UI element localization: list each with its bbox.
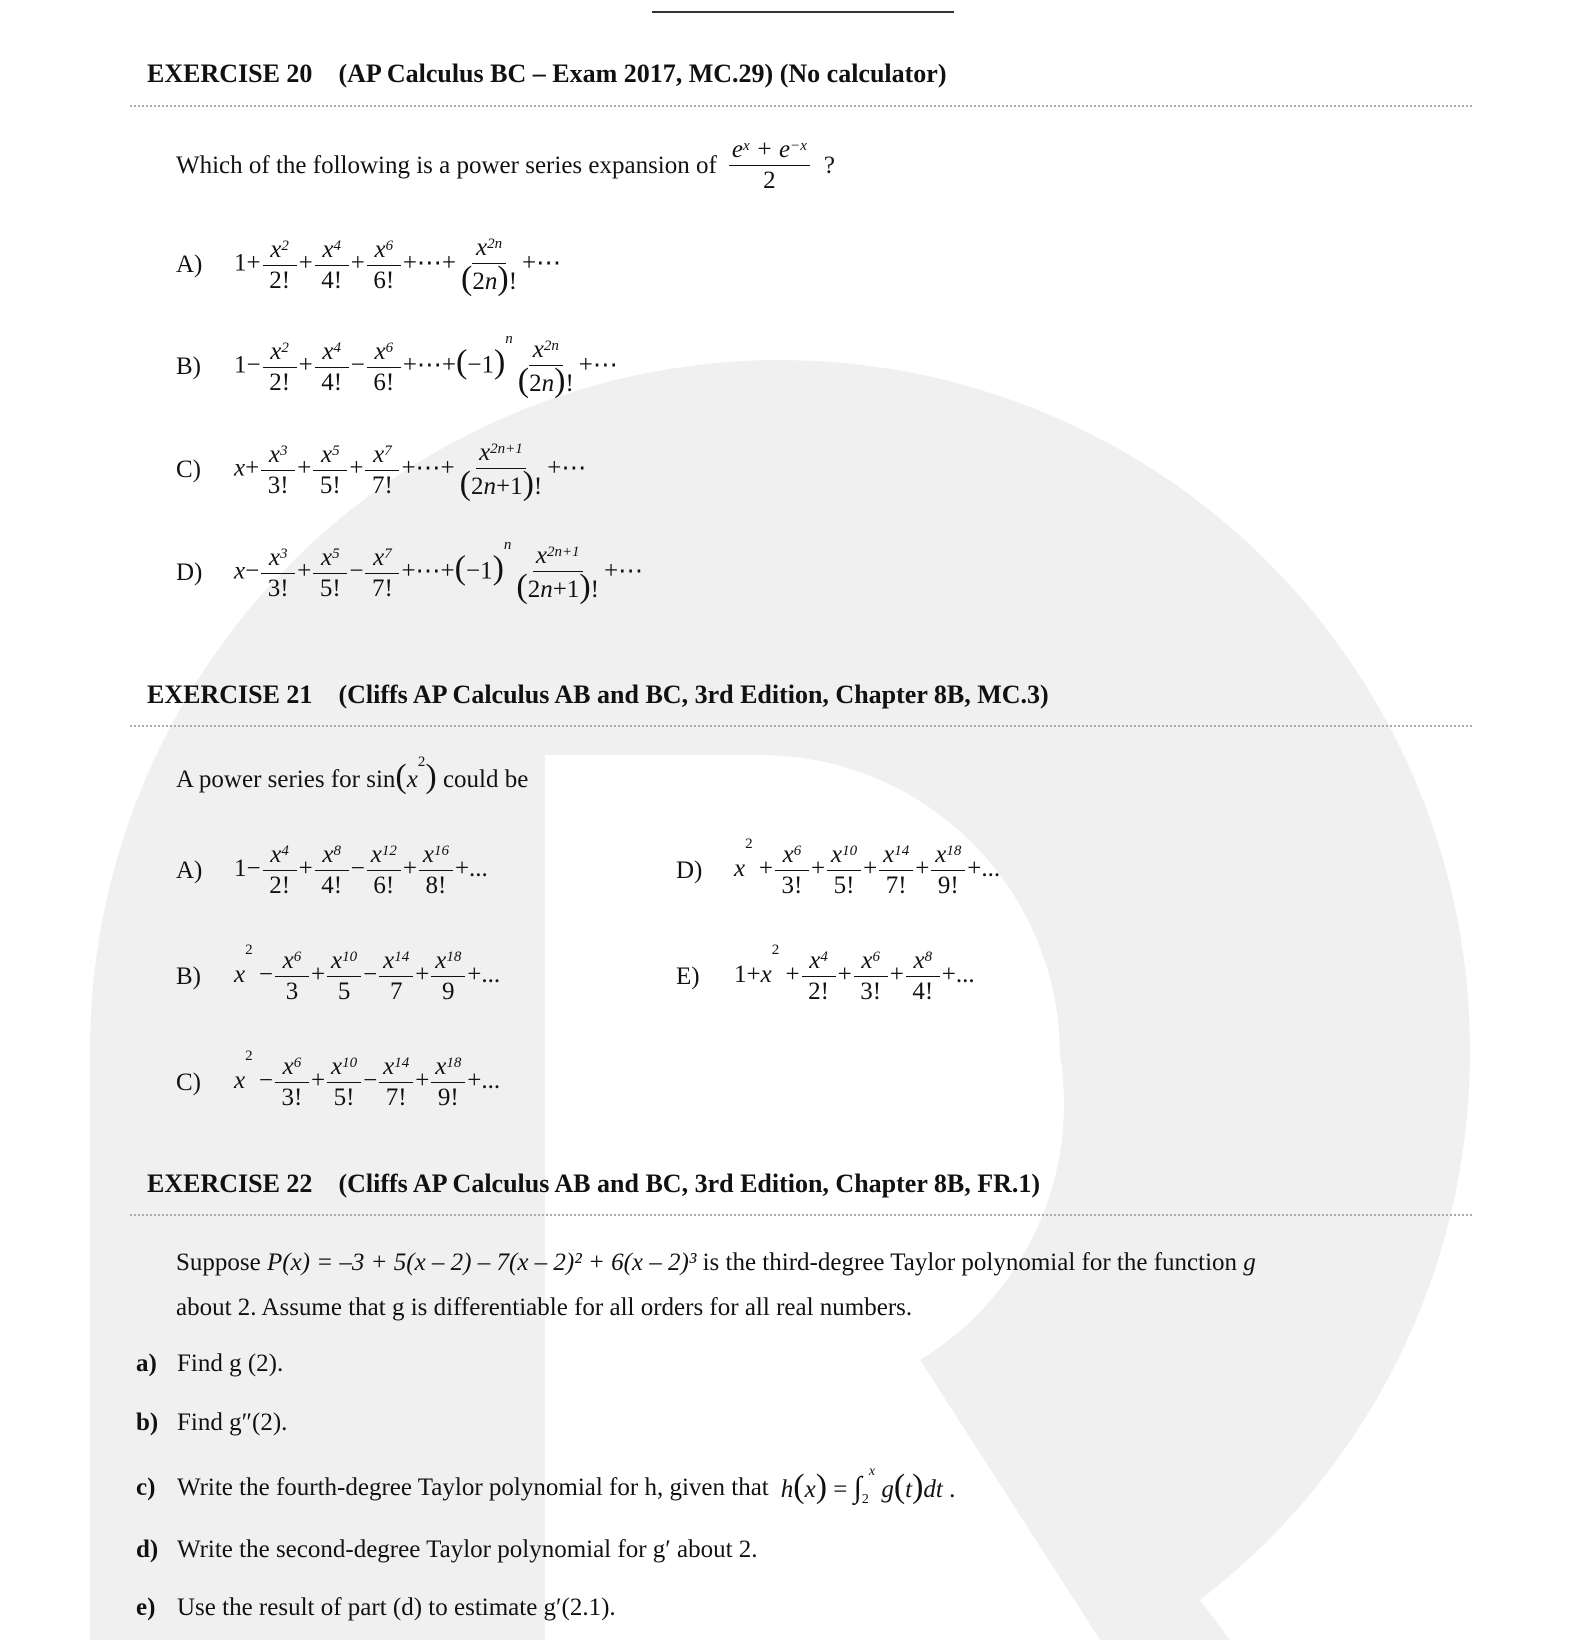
exercise-source: (Cliffs AP Calculus AB and BC, 3rd Edition, Chapter 8B, MC.3) (338, 680, 1049, 709)
choice-label: E) (676, 962, 700, 990)
prompt-text: is the third-degree Taylor polynomial for the function (702, 1249, 1238, 1276)
dotted-divider (130, 1214, 1472, 1216)
prompt-text: Suppose (176, 1249, 261, 1276)
ex21-choice-c[interactable] (176, 1048, 501, 1113)
dotted-divider (130, 105, 1472, 107)
sin-expression: $\sin(x^2)$ (366, 754, 437, 795)
ex20-choice-b[interactable] (176, 331, 618, 399)
dotted-divider (130, 725, 1472, 727)
part-label: e) (136, 1594, 156, 1621)
part-e (136, 1594, 616, 1622)
choice-expression: 1+ $\frac{x^2}{2!}$ + $\frac{x^4}{4!}$ + $\frac{x^6}{6!}$ +⋯+ $\frac{x^{2n}}{(2n)!}$ +⋯ (234, 234, 562, 297)
part-text: Write the second-degree Taylor polynomial for g′ about 2. (177, 1536, 758, 1563)
taylor-polynomial: P(x) = –3 + 5(x – 2) – 7(x – 2)² + 6(x – 2)³ (266, 1249, 697, 1276)
question-text: A power series for (176, 766, 360, 793)
part-text: Find g (2). (177, 1350, 284, 1377)
exercise-21-heading (147, 680, 1049, 710)
choice-label: C) (176, 456, 201, 483)
choice-expression: $1+x^2$ + $\frac{x^4}{2!}$ + $\frac{x^6}{3!}$ + $\frac{x^8}{4!}$ +... (734, 942, 975, 1005)
exercise-22-heading (147, 1169, 1040, 1199)
ex21-choice-b[interactable] (176, 942, 501, 1007)
part-c (136, 1464, 956, 1508)
exercise-number: EXERCISE 22 (147, 1169, 313, 1198)
ex20-choice-a[interactable] (176, 233, 561, 297)
part-text: Use the result of part (d) to estimate g′(2.1). (177, 1594, 616, 1621)
part-text: Write the fourth-degree Taylor polynomial for h, given that (177, 1474, 769, 1501)
part-label: a) (136, 1350, 157, 1377)
choice-expression: x− $\frac{x^3}{3!}$ + $\frac{x^5}{5!}$ − $\frac{x^7}{7!}$ $+\cdots+(-1)^n$ $\frac{x^{2n+1}}{(2n+1)!}$ +⋯ (234, 537, 644, 605)
exercise-22-prompt (176, 1240, 1406, 1330)
question-mark: ? (823, 151, 835, 179)
prompt-text: about 2. Assume that g is differentiable for all orders for all real numbers. (176, 1294, 913, 1321)
choice-label: C) (176, 1068, 201, 1096)
choice-label: A) (176, 251, 203, 278)
part-label: d) (136, 1536, 159, 1563)
ex20-choice-d[interactable] (176, 537, 644, 605)
choice-label: B) (176, 353, 201, 380)
part-label: b) (136, 1409, 159, 1436)
exercise-20-question (176, 135, 835, 196)
choice-label: B) (176, 962, 201, 990)
exercise-source: (Cliffs AP Calculus AB and BC, 3rd Edition, Chapter 8B, FR.1) (338, 1169, 1041, 1198)
exercise-20-heading (147, 59, 947, 89)
exercise-number: EXERCISE 20 (147, 59, 313, 88)
choice-expression: 1− $\frac{x^2}{2!}$ + $\frac{x^4}{4!}$ − $\frac{x^6}{6!}$ $+\cdots+(-1)^n$ $\frac{x^{2n}}{(2n)!}$ +⋯ (234, 331, 618, 399)
fraction-denominator: 2 (763, 167, 776, 194)
choice-expression: x+ $\frac{x^3}{3!}$ + $\frac{x^5}{5!}$ + $\frac{x^7}{7!}$ +⋯+ $\frac{x^{2n+1}}{(2n+1)!}$ +⋯ (234, 439, 587, 502)
function-g: g (1243, 1249, 1256, 1276)
part-text: Find g″(2). (177, 1409, 288, 1436)
exercise-21-question (176, 754, 529, 796)
part-d (136, 1536, 758, 1564)
choice-label: D) (176, 559, 203, 586)
question-text: Which of the following is a power series expansion of (176, 151, 717, 179)
question-fraction (729, 135, 810, 196)
fraction-numerator: $e^x + e^{-x}$ (729, 135, 810, 166)
part-label: c) (136, 1474, 156, 1501)
ex21-choice-a[interactable] (176, 840, 488, 901)
exercise-number: EXERCISE 21 (147, 680, 313, 709)
exercise-source: (AP Calculus BC – Exam 2017, MC.29) (No calculator) (338, 59, 947, 88)
ex20-choice-c[interactable] (176, 438, 586, 502)
integral-expression: $h(x) = \int_2^x$ g(t)dt . (780, 1464, 956, 1507)
choice-label: D) (676, 856, 703, 884)
choice-expression: $x^2$ − $\frac{x^6}{3!}$ + $\frac{x^{10}}{5!}$ − $\frac{x^{14}}{7!}$ + $\frac{x^{18}}{9!}$ +... (234, 1048, 501, 1111)
ex21-choice-e[interactable] (676, 942, 975, 1007)
ex21-choice-d[interactable] (676, 836, 1001, 901)
choice-expression: $x^2$ − $\frac{x^6}{3}$ + $\frac{x^{10}}{5}$ − $\frac{x^{14}}{7}$ + $\frac{x^{18}}{9}$ +... (234, 942, 501, 1005)
part-b (136, 1409, 287, 1437)
part-a (136, 1350, 283, 1378)
choice-expression: 1− $\frac{x^4}{2!}$ + $\frac{x^8}{4!}$ − $\frac{x^{12}}{6!}$ + $\frac{x^{16}}{8!}$ +... (234, 841, 488, 899)
choice-label: A) (176, 856, 203, 884)
question-text-end: could be (442, 766, 529, 793)
choice-expression: $x^2$ + $\frac{x^6}{3!}$ + $\frac{x^{10}}{5!}$ + $\frac{x^{14}}{7!}$ + $\frac{x^{18}}{9!}$ +... (734, 836, 1001, 899)
